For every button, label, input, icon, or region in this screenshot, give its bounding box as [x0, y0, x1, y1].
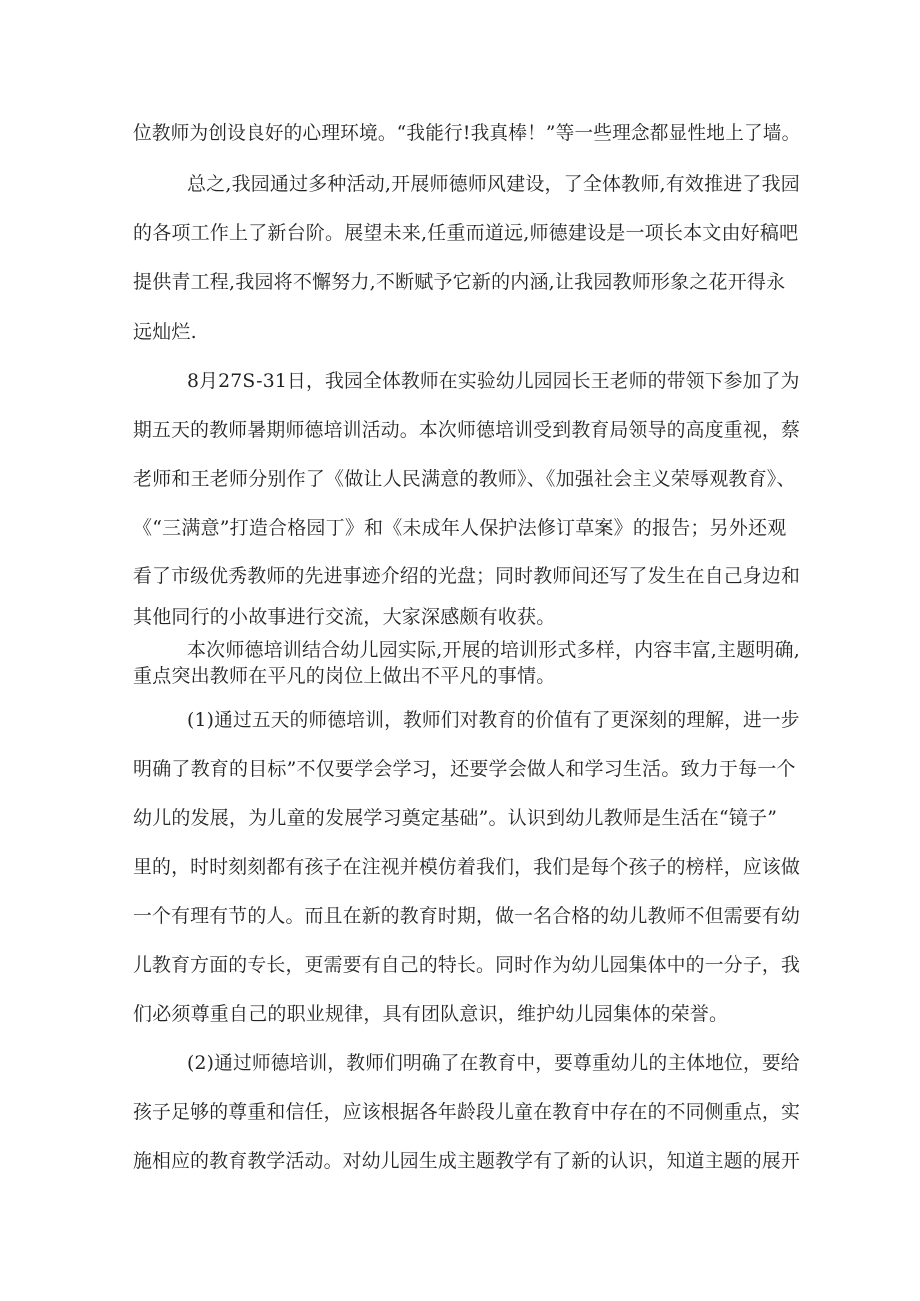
paragraph-3-line-3: 老师和王老师分别作了《做让人民满意的教师》、《加强社会主义荣辱观教育》、	[133, 468, 796, 490]
paragraph-5-line-4: 里的，时时刻刻都有孩子在注视并模仿着我们，我们是每个孩子的榜样，应该做	[133, 856, 801, 878]
paragraph-6-line-1: (2)通过师德培训，教师们明确了在教育中，要尊重幼儿的主体地位，要给	[187, 1052, 800, 1074]
paragraph-2-line-3: 提供青工程,我园将不懈努力,不断赋予它新的内涵,让我园教师形象之花开得永	[133, 271, 786, 293]
paragraph-2-line-4: 远灿烂.	[133, 321, 197, 343]
paragraph-3-line-5: 看了市级优秀教师的先进事迹介绍的光盘；同时教师间还写了发生在自己身边和	[133, 565, 801, 587]
paragraph-5-line-1: (1)通过五天的师德培训，教师们对教育的价值有了更深刻的理解，进一步	[187, 709, 800, 731]
paragraph-5-line-3: 幼儿的发展，为儿童的发展学习奠定基础”。认识到幼儿教师是生活在“镜子”	[133, 807, 778, 829]
paragraph-2-line-2: 的各项工作上了新台阶。展望未来,任重而道远,师德建设是一项长本文由好稿吧	[133, 222, 799, 244]
paragraph-5-line-6: 儿教育方面的专长，更需要有自己的特长。同时作为幼儿园集体中的一分子，我	[133, 954, 801, 976]
paragraph-3-line-2: 期五天的教师暑期师德培训活动。本次师德培训受到教育局领导的高度重视，蔡	[133, 419, 801, 441]
paragraph-3-line-1: 8月27S-31日，我园全体教师在实验幼儿园园长王老师的带领下参加了为	[187, 370, 800, 392]
paragraph-2-line-1: 总之,我园通过多种活动,开展师德师风建设，了全体教师,有效推进了我园	[187, 173, 800, 195]
paragraph-4-line-1: 本次师德培训结合幼儿园实际,开展的培训形式多样，内容丰富,主题明确,	[187, 639, 800, 661]
paragraph-1-line-1: 位教师为创设良好的心理环境。“我能行!我真棒！”等一些理念都显性地上了墙。	[133, 122, 801, 144]
paragraph-5-line-5: 一个有理有节的人。而且在新的教育时期，做一名合格的幼儿教师不但需要有幼	[133, 905, 801, 927]
paragraph-3-line-6: 其他同行的小故事进行交流，大家深感颇有收获。	[133, 606, 556, 628]
paragraph-6-line-3: 施相应的教育教学活动。对幼儿园生成主题教学有了新的认识，知道主题的展开	[133, 1150, 801, 1172]
paragraph-4-line-2: 重点突出教师在平凡的岗位上做出不平凡的事情。	[133, 665, 556, 687]
paragraph-3-line-4: 《“三满意”打造合格园丁》和《未成年人保护法修订草案》的报告；另外还观	[133, 517, 787, 539]
paragraph-5-line-7: 们必须尊重自己的职业规律，具有团队意识，维护幼儿园集体的荣誉。	[133, 1003, 729, 1025]
paragraph-6-line-2: 孩子足够的尊重和信任，应该根据各年龄段儿童在教育中存在的不同侧重点，实	[133, 1101, 801, 1123]
paragraph-5-line-2: 明确了教育的目标”不仅要学会学习，还要学会做人和学习生活。致力于每一个	[133, 758, 796, 780]
